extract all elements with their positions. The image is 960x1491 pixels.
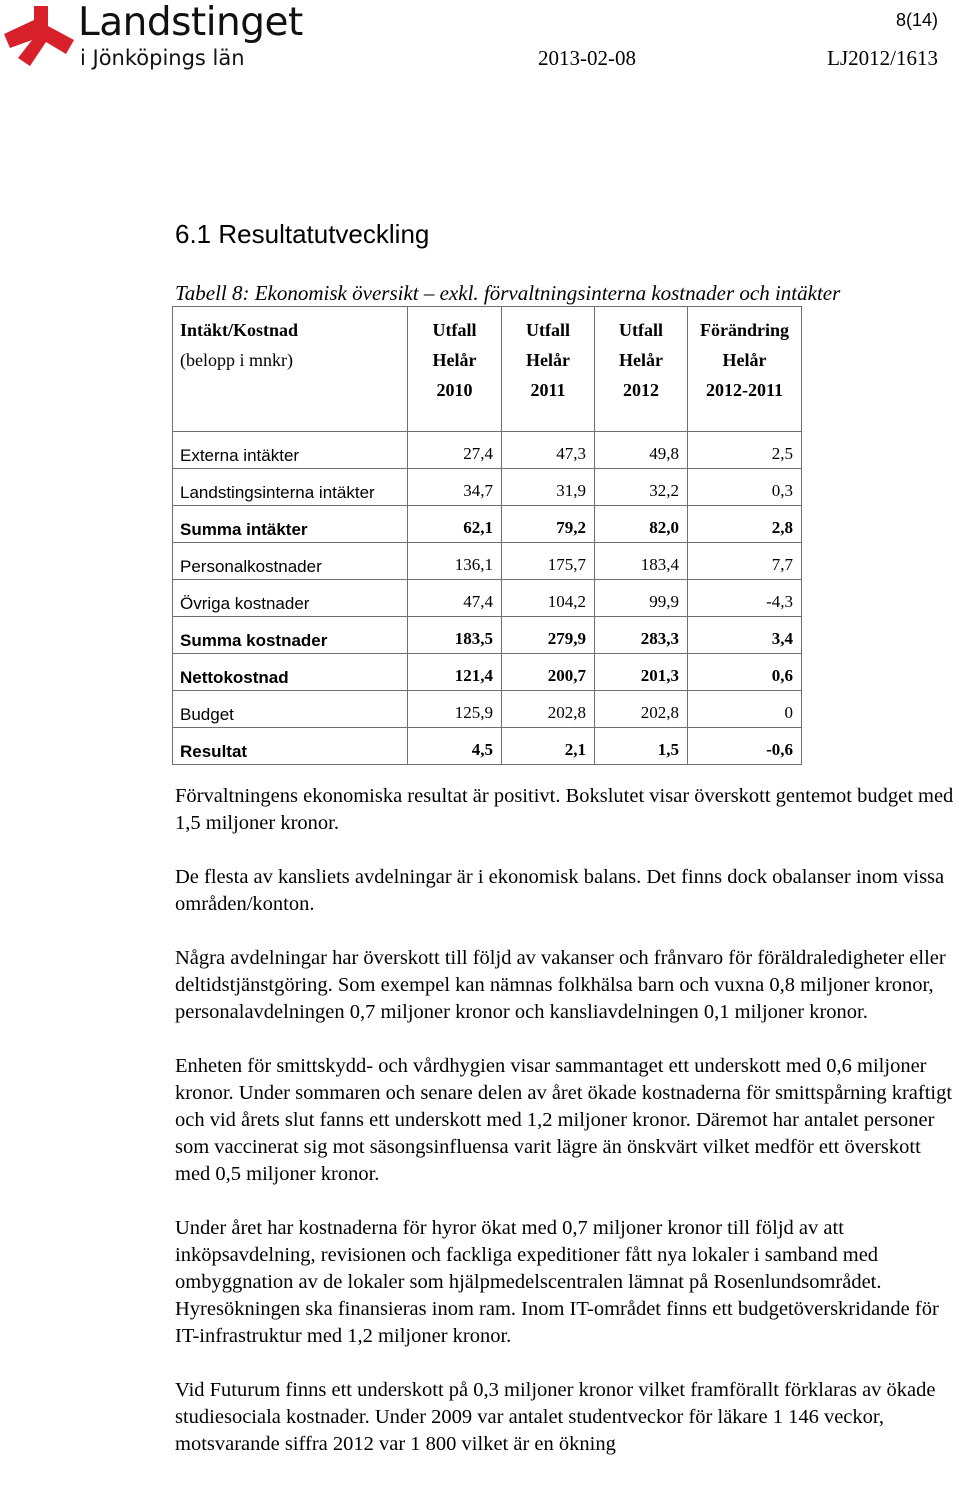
- row-label: Nettokostnad: [173, 654, 408, 691]
- paragraph: De flesta av kansliets avdelningar är i ekonomisk balans. Det finns dock obalanser inom vissa områden/konton.: [175, 866, 945, 915]
- cell-value: 283,3: [595, 617, 688, 654]
- cell-value: 2,5: [688, 432, 802, 469]
- logo-text-region: i Jönköpings län: [80, 46, 245, 70]
- economic-overview-table: [172, 306, 802, 765]
- table-row: [173, 432, 802, 469]
- column-header-2010: [408, 307, 502, 432]
- column-header-2012: [595, 307, 688, 432]
- column-header-line: 2012: [623, 380, 659, 400]
- row-label: Summa intäkter: [173, 506, 408, 543]
- table-row: [173, 691, 802, 728]
- document-date: 2013-02-08: [538, 46, 636, 70]
- table-caption: Tabell 8: Ekonomisk översikt – exkl. förvaltningsinterna kostnader och intäkter: [175, 281, 841, 305]
- column-header-line: 2010: [436, 380, 473, 400]
- cell-value: -0,6: [688, 728, 802, 765]
- body-text: [175, 783, 960, 1485]
- document-reference: LJ2012/1613: [827, 46, 938, 70]
- column-header-line: Utfall: [432, 320, 477, 340]
- cell-value: 202,8: [502, 691, 595, 728]
- paragraph: Vid Futurum finns ett underskott på 0,3 miljoner kronor vilket framförallt förklaras av ökade studiesociala kostnader. Under 2009 var antalet studentveckor för läkare 1 146 veckor, motsvarande siffra 2012 var 1 800 vilket är en ökning: [175, 1379, 936, 1455]
- cell-value: 200,7: [502, 654, 595, 691]
- column-header-line: Helår: [619, 350, 663, 370]
- cell-value: 47,3: [502, 432, 595, 469]
- column-header-line: Förändring: [699, 320, 789, 340]
- cell-value: 1,5: [595, 728, 688, 765]
- red-cross-logo-icon: [0, 4, 76, 68]
- column-header-change: [688, 307, 802, 432]
- cell-value: 62,1: [408, 506, 502, 543]
- cell-value: 3,4: [688, 617, 802, 654]
- page-number: 8(14): [895, 10, 938, 30]
- cell-value: -4,3: [688, 580, 802, 617]
- cell-value: 7,7: [688, 543, 802, 580]
- cell-value: 99,9: [595, 580, 688, 617]
- cell-value: 175,7: [502, 543, 595, 580]
- table-row: [173, 469, 802, 506]
- cell-value: 183,4: [595, 543, 688, 580]
- paragraph: Förvaltningens ekonomiska resultat är positivt. Bokslutet visar överskott gentemot budget med 1,5 miljoner kronor.: [175, 785, 954, 834]
- table-row: [173, 728, 802, 765]
- row-label: Summa kostnader: [173, 617, 408, 654]
- cell-value: 125,9: [408, 691, 502, 728]
- cell-value: 4,5: [408, 728, 502, 765]
- cell-value: 0: [688, 691, 802, 728]
- table-row: [173, 543, 802, 580]
- row-label: Budget: [173, 691, 408, 728]
- column-header-line: 2011: [530, 380, 566, 400]
- table-row: [173, 506, 802, 543]
- table-header-row: [173, 307, 802, 432]
- column-header-line: Helår: [432, 350, 477, 370]
- cell-value: 49,8: [595, 432, 688, 469]
- header-label-cell: [173, 307, 408, 432]
- cell-value: 0,3: [688, 469, 802, 506]
- logo-text-landstinget: Landstinget: [78, 0, 303, 45]
- cell-value: 79,2: [502, 506, 595, 543]
- section-title: 6.1 Resultatutveckling: [175, 219, 430, 249]
- cell-value: 136,1: [408, 543, 502, 580]
- column-header-line: 2012-2011: [705, 380, 783, 400]
- cell-value: 121,4: [408, 654, 502, 691]
- cell-value: 34,7: [408, 469, 502, 506]
- cell-value: 47,4: [408, 580, 502, 617]
- column-header-2011: [502, 307, 595, 432]
- cell-value: 201,3: [595, 654, 688, 691]
- row-label: Externa intäkter: [173, 432, 408, 469]
- cell-value: 104,2: [502, 580, 595, 617]
- cell-value: 32,2: [595, 469, 688, 506]
- paragraph: Under året har kostnaderna för hyror ökat med 0,7 miljoner kronor till följd av att inköpsavdelning, revisionen och fackliga expeditioner fått nya lokaler i samband med ombyggnation av de lokaler som hjälpmedelscentralen lämnat på Rosenlundsområdet. Hyresökningen ska finansieras inom ram. Inom IT-området finns ett budgetöverskridande för IT-infrastruktur med 1,2 miljoner kronor.: [175, 1217, 939, 1347]
- table-row: [173, 580, 802, 617]
- paragraph: Enheten för smittskydd- och vårdhygien visar sammantaget ett underskott med 0,6 miljoner kronor. Under sommaren och senare delen av året ökade kostnaderna för smittspårning kraftigt och vid årets slut fanns ett underskott med 1,2 miljoner kronor. Däremot har antalet personer som vaccinerat sig mot säsongsinfluensa varit lägre än önskvärt vilket medför ett överskott med 0,5 miljoner kronor.: [175, 1055, 953, 1185]
- table-row: [173, 654, 802, 691]
- row-label: Resultat: [173, 728, 408, 765]
- column-header-line: Utfall: [526, 320, 570, 340]
- table-row: [173, 617, 802, 654]
- cell-value: 27,4: [408, 432, 502, 469]
- cell-value: 202,8: [595, 691, 688, 728]
- column-header-line: Utfall: [619, 320, 663, 340]
- cell-value: 0,6: [688, 654, 802, 691]
- row-label: Övriga kostnader: [173, 580, 408, 617]
- cell-value: 183,5: [408, 617, 502, 654]
- row-label: Landstingsinterna intäkter: [173, 469, 408, 506]
- cell-value: 31,9: [502, 469, 595, 506]
- cell-value: 2,1: [502, 728, 595, 765]
- column-header-line: Helår: [526, 350, 570, 370]
- header-label-main: Intäkt/Kostnad: [180, 320, 299, 340]
- landstinget-logo: [0, 0, 320, 80]
- row-label: Personalkostnader: [173, 543, 408, 580]
- cell-value: 279,9: [502, 617, 595, 654]
- header-label-sub: (belopp i mnkr): [180, 350, 293, 370]
- paragraph: Några avdelningar har överskott till följd av vakanser och frånvaro för föräldraledigheter eller deltidstjänstgöring. Som exempel kan nämnas folkhälsa barn och vuxna 0,8 miljoner kronor, personalavdelningen 0,7 miljoner kronor och kansliavdelningen 0,1 miljoner kronor.: [175, 947, 946, 1023]
- column-header-line: Helår: [722, 350, 767, 370]
- cell-value: 82,0: [595, 506, 688, 543]
- cell-value: 2,8: [688, 506, 802, 543]
